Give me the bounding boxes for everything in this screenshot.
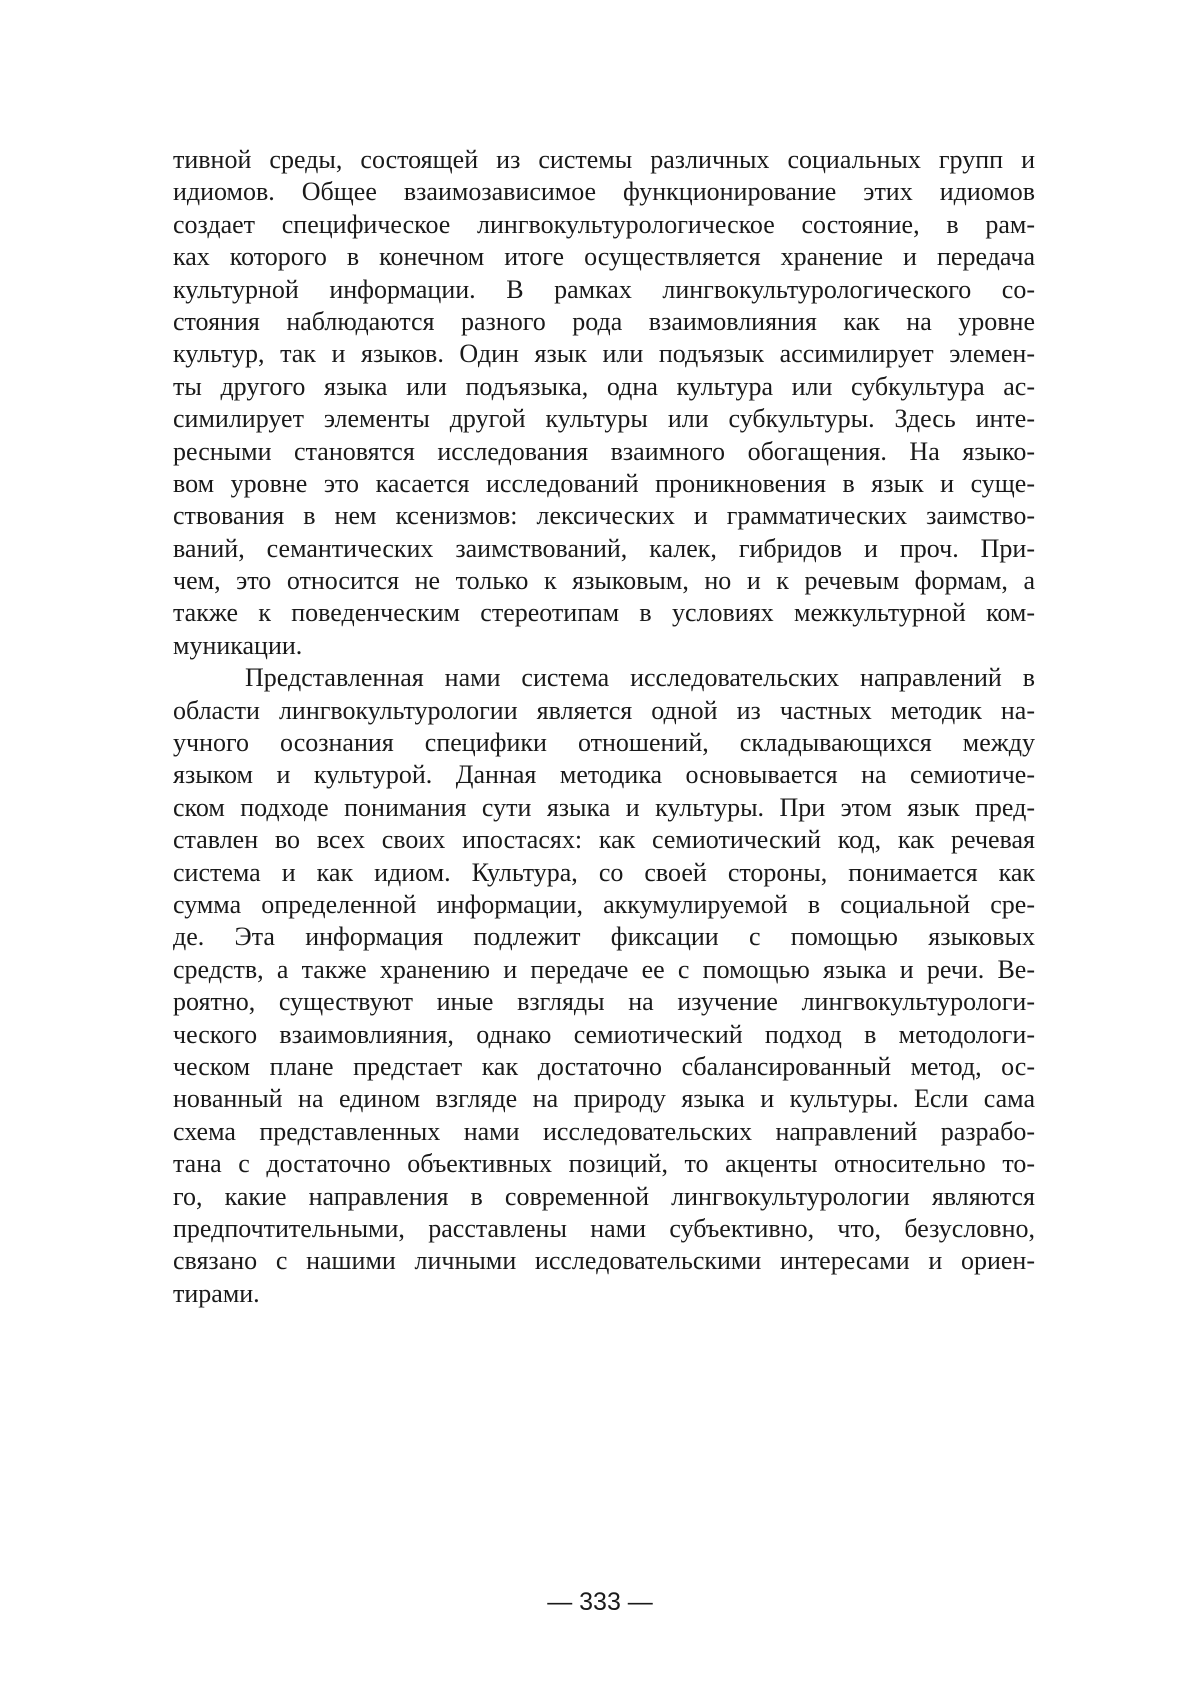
text-line: симилирует элементы другой культуры или субкультуры. Здесь инте- <box>173 404 1035 434</box>
text-line: нованный на едином взгляде на природу языка и культуры. Если сама <box>173 1084 1035 1114</box>
text-line: чем, это относится не только к языковым, но и к речевым формам, а <box>173 566 1035 596</box>
text-line: также к поведенческим стереотипам в условиях межкультурной ком- <box>173 598 1035 628</box>
text-line: муникации. <box>173 630 303 660</box>
text-line: языком и культурой. Данная методика основывается на семиотиче- <box>173 760 1035 790</box>
body-text <box>173 144 1035 1310</box>
text-line: культур, так и языков. Один язык или подъязык ассимилирует элемен- <box>173 339 1035 369</box>
text-line: вом уровне это касается исследований проникновения в язык и суще- <box>173 468 1035 498</box>
text-line: культурной информации. В рамках лингвокультурологического со- <box>173 274 1035 304</box>
text-line: система и как идиом. Культура, со своей стороны, понимается как <box>173 857 1035 887</box>
text-line: роятно, существуют иные взгляды на изучение лингвокультурологи- <box>173 987 1035 1017</box>
text-line: ческого взаимовлияния, однако семиотический подход в методологи- <box>173 1019 1035 1049</box>
text-line: ческом плане предстает как достаточно сбалансированный метод, ос- <box>173 1051 1035 1081</box>
text-line: Представленная нами система исследовательских направлений в <box>245 663 1035 693</box>
text-line: предпочтительными, расставлены нами субъективно, что, безусловно, <box>173 1213 1035 1243</box>
paragraph-2 <box>173 662 1035 1310</box>
text-line: ресными становятся исследования взаимного обогащения. На языко- <box>173 436 1035 466</box>
text-line: го, какие направления в современной лингвокультурологии являются <box>173 1181 1035 1211</box>
text-line: области лингвокультурологии является одной из частных методик на- <box>173 695 1035 725</box>
text-line: тивной среды, состоящей из системы различных социальных групп и <box>173 145 1035 174</box>
text-line: стояния наблюдаются разного рода взаимовлияния как на уровне <box>173 306 1035 336</box>
text-line: ствования в нем ксенизмов: лексических и грамматических заимство- <box>173 501 1035 531</box>
text-line: ставлен во всех своих ипостасях: как семиотический код, как речевая <box>173 825 1035 855</box>
text-line: идиомов. Общее взаимозависимое функционирование этих идиомов <box>173 177 1035 207</box>
text-line: сумма определенной информации, аккумулируемой в социальной сре- <box>173 889 1035 919</box>
text-line: ваний, семантических заимствований, калек, гибридов и проч. При- <box>173 533 1035 563</box>
text-line: ском подходе понимания сути языка и культуры. При этом язык пред- <box>173 792 1035 822</box>
text-line: тирами. <box>173 1278 260 1308</box>
text-line: связано с нашими личными исследовательскими интересами и ориен- <box>173 1246 1035 1276</box>
page-number: — 333 — <box>547 1588 653 1616</box>
text-line: тана с достаточно объективных позиций, то акценты относительно то- <box>173 1149 1035 1179</box>
text-line: создает специфическое лингвокультурологическое состояние, в рам- <box>173 209 1035 239</box>
text-line: схема представленных нами исследовательских направлений разрабо- <box>173 1116 1035 1146</box>
text-line: ты другого языка или подъязыка, одна культура или субкультура ас- <box>173 371 1035 401</box>
text-line: ках которого в конечном итоге осуществляется хранение и передача <box>173 242 1035 272</box>
text-line: де. Эта информация подлежит фиксации с помощью языковых <box>173 922 1035 952</box>
paragraph-1 <box>173 144 1035 662</box>
text-line: учного осознания специфики отношений, складывающихся между <box>173 728 1035 758</box>
text-line: средств, а также хранению и передаче ее с помощью языка и речи. Ве- <box>173 954 1035 984</box>
